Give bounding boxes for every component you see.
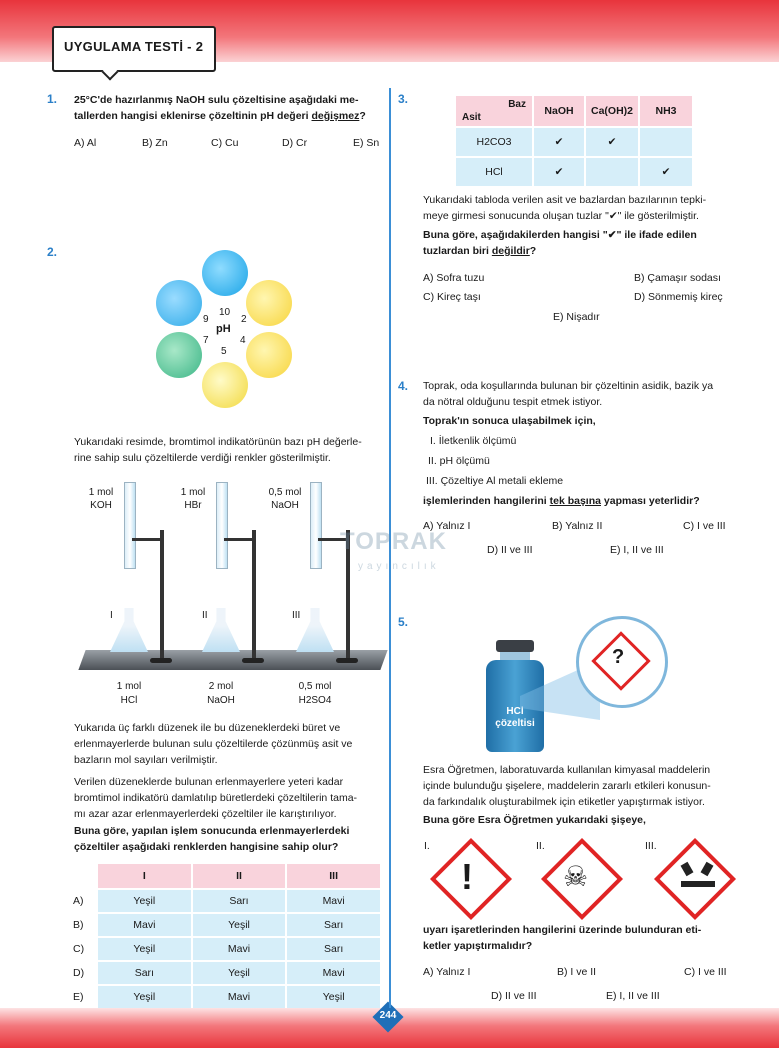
stand-rod-2 — [252, 530, 256, 658]
skull-glyph: ☠ — [563, 861, 589, 892]
q2-option-row-e[interactable] — [72, 986, 380, 1008]
q1-stem — [74, 92, 384, 124]
q3-table — [454, 94, 694, 188]
q3-table-header-row — [456, 96, 692, 126]
ph-value-9: 9 — [203, 314, 209, 325]
buret-2-amount: 1 mol — [180, 487, 206, 498]
ph-value-4: 4 — [240, 335, 246, 346]
q4-para-line2: da nötral olduğunu tespit etmek istiyor. — [423, 396, 603, 408]
table-cell: Yeşil — [98, 890, 191, 912]
table-cell: Yeşil — [193, 962, 286, 984]
corrosive-glyph — [677, 863, 721, 889]
setup-1-roman: I — [110, 610, 113, 621]
q4-item-1: I. İletkenlik ölçümü — [430, 435, 517, 447]
q4-question — [423, 493, 743, 509]
q5-question2-line1: uyarı işaretlerinden hangilerini üzerinde bulunduran eti- — [423, 924, 702, 936]
q1-number: 1. — [47, 92, 58, 106]
sign-3-label: III. — [645, 840, 657, 852]
q4-item-3: III. Çözeltiye Al metali ekleme — [426, 475, 564, 487]
table-cell: Yeşil — [98, 938, 191, 960]
flask-3-substance: H2SO4 — [298, 695, 332, 706]
q2-para2 — [74, 720, 384, 768]
flask-3-label — [292, 680, 338, 708]
q3-para-line2: meye girmesi sonucunda oluşan tuzlar "✔" ile gösterilmiştir. — [423, 210, 699, 222]
q5-option-a[interactable]: A) Yalnız I — [423, 966, 471, 978]
q2-para2-line1: Yukarıda üç farklı düzenek ile bu düzeneklerdeki büret ve — [74, 722, 341, 734]
q3-option-b[interactable]: B) Çamaşır sodası — [634, 272, 721, 284]
table-cell: Sarı — [287, 914, 380, 936]
q2-para2-line3: bazların mol sayıları verilmiştir. — [74, 754, 218, 766]
stand-rod-1 — [160, 530, 164, 658]
q5-para-line3: da farkındalık oluşturabilmek için etiketler yapıştırmak istiyor. — [423, 796, 705, 808]
q2-option-row-c[interactable] — [72, 938, 380, 960]
q1-option-b[interactable]: B) Zn — [142, 137, 168, 149]
ph-center-label: pH — [216, 323, 231, 335]
q2-answer-table — [70, 862, 382, 1010]
q2-para2-line2: erlenmayerlerde bulunan sulu çözeltilerde çözünmüş asit ve — [74, 738, 353, 750]
flask-3-amount: 0,5 mol — [298, 681, 332, 692]
buret-1-amount: 1 mol — [88, 487, 114, 498]
q2-question — [74, 823, 384, 855]
table-cell: Sarı — [193, 890, 286, 912]
q3-col-nh3: NH3 — [640, 96, 692, 126]
flask-2-label — [200, 680, 242, 708]
table-cell: Yeşil — [287, 986, 380, 1008]
q3-question-underlined: değildir — [491, 245, 530, 257]
q2-para3-line1: Verilen düzeneklerde bulunan erlenmayerlere yeteri kadar — [74, 776, 344, 788]
header-title-box — [52, 26, 216, 72]
q2-para3-line2: bromtimol indikatörü damlatılıp büretlerdeki çözeltilerin tama- — [74, 792, 358, 804]
q2-para3 — [74, 774, 384, 822]
q2-option-label[interactable]: A) — [73, 895, 84, 907]
q1-option-a[interactable]: A) Al — [74, 137, 97, 149]
q3-row-label: HCl — [456, 158, 532, 186]
corrosive-tube-2 — [701, 862, 714, 876]
stand-clamp-2 — [224, 538, 254, 541]
q1-option-d[interactable]: D) Cr — [282, 137, 308, 149]
corrosive-bar — [681, 881, 715, 887]
sign-2-label: II. — [536, 840, 545, 852]
q4-question-start: işlemlerinden hangilerini — [423, 495, 547, 507]
q3-para-line1: Yukarıdaki tabloda verilen asit ve bazlardan bazılarının tepki- — [423, 194, 707, 206]
q2-option-label[interactable]: E) — [73, 991, 84, 1003]
header-title: UYGULAMA TESTİ - 2 — [64, 39, 204, 54]
table-cell: Mavi — [193, 938, 286, 960]
buret-3-substance: NaOH — [271, 500, 299, 511]
check-mark-cell — [640, 128, 692, 156]
sign-1-label: I. — [424, 840, 430, 852]
drop-ph9 — [156, 280, 202, 326]
drop-ph7 — [156, 332, 202, 378]
q5-para-line2: içinde bulunduğu şişelere, maddelerin zararlı etkileri konusun- — [423, 780, 711, 792]
unknown-symbol: ? — [612, 646, 625, 668]
q5-number: 5. — [398, 615, 409, 629]
q2-table-header-3: III — [287, 864, 380, 888]
flask-1-amount: 1 mol — [116, 681, 142, 692]
table-cell: Mavi — [287, 890, 380, 912]
stand-clamp-1 — [132, 538, 162, 541]
buret-2-substance: HBr — [184, 500, 202, 511]
flask-2-substance: NaOH — [207, 695, 235, 706]
corrosive-tube-1 — [681, 862, 694, 876]
watermark — [340, 528, 447, 574]
q2-option-row-d[interactable] — [72, 962, 380, 984]
q2-para1-line2: rine sahip sulu çözeltilerde verdiği renkler gösterilmiştir. — [74, 452, 331, 464]
stand-foot-1 — [150, 658, 172, 663]
check-mark-cell: ✔ — [640, 158, 692, 186]
q4-option-d[interactable]: D) II ve III — [487, 544, 533, 556]
q5-option-d[interactable]: D) II ve III — [491, 990, 537, 1002]
buret-2 — [216, 482, 228, 569]
bottle-label-line2: çözeltisi — [495, 718, 535, 729]
ph-color-drops — [148, 250, 298, 412]
table-cell: Sarı — [287, 938, 380, 960]
q3-option-d[interactable]: D) Sönmemiş kireç — [634, 291, 723, 303]
q5-question2-line2: ketler yapıştırmalıdır? — [423, 940, 533, 952]
q3-row-label: H2CO3 — [456, 128, 532, 156]
q3-option-e[interactable]: E) Nişadır — [553, 311, 600, 323]
drop-ph10 — [202, 250, 248, 296]
q3-question-end: ? — [529, 245, 537, 257]
q5-para-line1: Esra Öğretmen, laboratuvarda kullanılan kimyasal maddelerin — [423, 764, 711, 776]
ph-value-5: 5 — [221, 346, 227, 357]
buret-1-label-top — [80, 486, 122, 512]
q3-option-c[interactable]: C) Kireç taşı — [423, 291, 481, 303]
q4-option-b[interactable]: B) Yalnız II — [552, 520, 603, 532]
q2-option-row-a[interactable] — [72, 890, 380, 912]
check-mark-cell: ✔ — [534, 158, 584, 186]
q4-para-line1: Toprak, oda koşullarında bulunan bir çözeltinin asidik, bazik ya — [423, 380, 714, 392]
buret-1 — [124, 482, 136, 569]
q1-stem-line1: 25°C'de hazırlanmış NaOH sulu çözeltisine aşağıdaki me- — [74, 94, 359, 106]
q3-para — [423, 192, 743, 224]
q2-number: 2. — [47, 245, 58, 259]
drop-ph4 — [246, 332, 292, 378]
drop-ph2 — [246, 280, 292, 326]
watermark-sub: yayıncılık — [358, 561, 440, 572]
q2-table-header-1: I — [98, 864, 191, 888]
drop-ph5 — [202, 362, 248, 408]
q2-option-label[interactable]: B) — [73, 919, 84, 931]
buret-setup — [70, 482, 385, 712]
table-cell: Yeşil — [98, 986, 191, 1008]
bottle-label-line1: HCl — [506, 706, 524, 717]
flask-2-amount: 2 mol — [208, 681, 234, 692]
q4-option-e[interactable]: E) I, II ve III — [610, 544, 664, 556]
q3-question-line1: Buna göre, aşağıdakilerden hangisi "✔" ile ifade edilen — [423, 229, 697, 241]
flask-3 — [296, 608, 334, 652]
q5-option-e[interactable]: E) I, II ve III — [606, 990, 660, 1002]
q2-table-header-row — [72, 864, 380, 888]
q2-question-line1: Buna göre, yapılan işlem sonucunda erlenmayerlerdeki — [74, 825, 350, 837]
q2-para3-line3: mı azar azar erlenmayerlerdeki çözeltiler ile karıştırılıyor. — [74, 808, 337, 820]
q1-option-e[interactable]: E) Sn — [353, 137, 380, 149]
q2-table-corner — [72, 864, 96, 888]
q2-table-header-2: II — [193, 864, 286, 888]
flask-1-substance: HCl — [120, 695, 138, 706]
table-cell: Mavi — [98, 914, 191, 936]
q1-stem-underlined: değişmez — [311, 110, 360, 122]
q3-corner-base: Baz — [508, 99, 526, 110]
q3-table-corner — [456, 96, 532, 126]
q2-option-label[interactable]: D) — [73, 967, 85, 979]
q4-para — [423, 378, 743, 410]
q1-stem-end: ? — [359, 110, 366, 122]
watermark-brand: TOPRAK — [340, 528, 447, 555]
q5-question: Buna göre Esra Öğretmen yukarıdaki şişeye, — [423, 814, 646, 826]
table-cell: Yeşil — [193, 914, 286, 936]
check-mark-cell — [586, 158, 638, 186]
ph-value-7: 7 — [203, 335, 209, 346]
q3-col-naoh: NaOH — [534, 96, 584, 126]
bottle-cap — [496, 640, 534, 652]
flask-2 — [202, 608, 240, 652]
q4-question-end: yapması yeterlidir? — [603, 495, 700, 507]
flask-1 — [110, 608, 148, 652]
flask-1-label — [108, 680, 150, 708]
q5-option-b[interactable]: B) I ve II — [557, 966, 597, 978]
q4-option-a[interactable]: A) Yalnız I — [423, 520, 471, 532]
stand-foot-2 — [242, 658, 264, 663]
setup-3-roman: III — [292, 610, 301, 621]
stand-foot-3 — [336, 658, 358, 663]
q4-question-underlined: tek başına — [549, 495, 601, 507]
q3-row-hcl — [456, 158, 692, 186]
check-mark-cell: ✔ — [586, 128, 638, 156]
q3-option-a[interactable]: A) Sofra tuzu — [423, 272, 485, 284]
q3-question-line2: tuzlardan biri — [423, 245, 489, 257]
q4-number: 4. — [398, 379, 409, 393]
buret-3 — [310, 482, 322, 569]
check-mark-cell: ✔ — [534, 128, 584, 156]
q4-lead: Toprak'ın sonuca ulaşabilmek için, — [423, 415, 596, 427]
buret-1-substance: KOH — [90, 500, 112, 511]
buret-2-label-top — [172, 486, 214, 512]
q2-option-row-b[interactable] — [72, 914, 380, 936]
q1-option-c[interactable]: C) Cu — [211, 137, 239, 149]
q3-corner-acid: Asit — [462, 112, 481, 123]
q3-col-caoh2: Ca(OH)2 — [586, 96, 638, 126]
q3-row-h2co3 — [456, 128, 692, 156]
q2-para1 — [74, 434, 384, 466]
q2-question-line2: çözeltiler aşağıdaki renklerden hangisine sahip olur? — [74, 841, 339, 853]
buret-3-amount: 0,5 mol — [268, 487, 302, 498]
q5-question2 — [423, 922, 743, 954]
q5-option-c[interactable]: C) I ve III — [684, 966, 727, 978]
q5-para — [423, 762, 743, 810]
table-cell: Mavi — [287, 962, 380, 984]
q4-item-2: II. pH ölçümü — [428, 455, 490, 467]
page-number: 244 — [379, 1010, 397, 1021]
q2-option-label[interactable]: C) — [73, 943, 85, 955]
q3-number: 3. — [398, 92, 409, 106]
q3-question — [423, 227, 743, 259]
exclamation-glyph: ! — [461, 856, 473, 897]
q4-option-c[interactable]: C) I ve III — [683, 520, 726, 532]
q2-para1-line1: Yukarıdaki resimde, bromtimol indikatörünün bazı pH değerle- — [74, 436, 362, 448]
table-cell: Mavi — [193, 986, 286, 1008]
table-cell: Sarı — [98, 962, 191, 984]
q1-stem-line2: tallerden hangisi eklenirse çözeltinin pH değeri — [74, 110, 309, 122]
ph-value-10: 10 — [219, 307, 231, 318]
ph-value-2: 2 — [241, 314, 247, 325]
buret-3-label-top — [264, 486, 306, 512]
setup-2-roman: II — [202, 610, 208, 621]
